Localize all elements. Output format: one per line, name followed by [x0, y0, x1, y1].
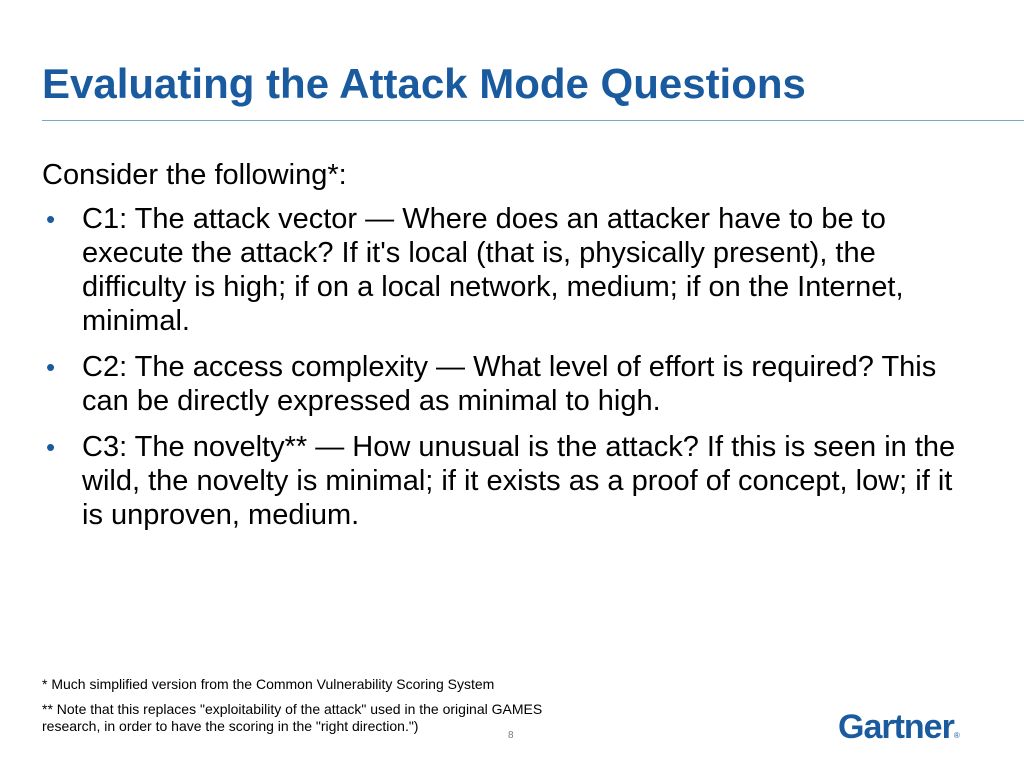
slide-title: Evaluating the Attack Mode Questions — [42, 60, 806, 107]
registered-mark: ® — [953, 731, 960, 740]
slide-body — [42, 158, 972, 544]
title-divider — [42, 120, 1024, 121]
intro-text: Consider the following*: — [42, 159, 347, 191]
bullet-text: C2: The access complexity — What level of effort is required? This can be directly expressed as minimal to high. — [82, 351, 937, 417]
footnotes — [42, 676, 602, 743]
footnote-1: * Much simplified version from the Common Vulnerability Scoring System — [42, 676, 495, 692]
logo-text: Gartner — [838, 708, 954, 746]
bullet-text: C1: The attack vector — Where does an attacker have to be to execute the attack? If it's local (that is, physically present), the difficulty is high; if on a local network, medium; if on the Internet, minimal. — [82, 203, 904, 337]
gartner-logo — [838, 708, 960, 747]
bullet-item-c1 — [42, 202, 972, 338]
bullet-dot-icon: • — [46, 352, 56, 382]
bullet-dot-icon: • — [46, 204, 56, 234]
page-number: 8 — [508, 730, 514, 741]
bullet-text: C3: The novelty** — How unusual is the attack? If this is seen in the wild, the novelty is minimal; if it exists as a proof of concept, low; if it is unproven, medium. — [82, 431, 956, 531]
bullet-list — [42, 202, 972, 532]
bullet-dot-icon: • — [46, 432, 56, 462]
footnote-2: ** Note that this replaces "exploitability of the attack" used in the original GAMES research, in order to have the scoring in the "right direction.") — [42, 701, 543, 734]
bullet-item-c3 — [42, 430, 972, 532]
bullet-item-c2 — [42, 350, 972, 418]
